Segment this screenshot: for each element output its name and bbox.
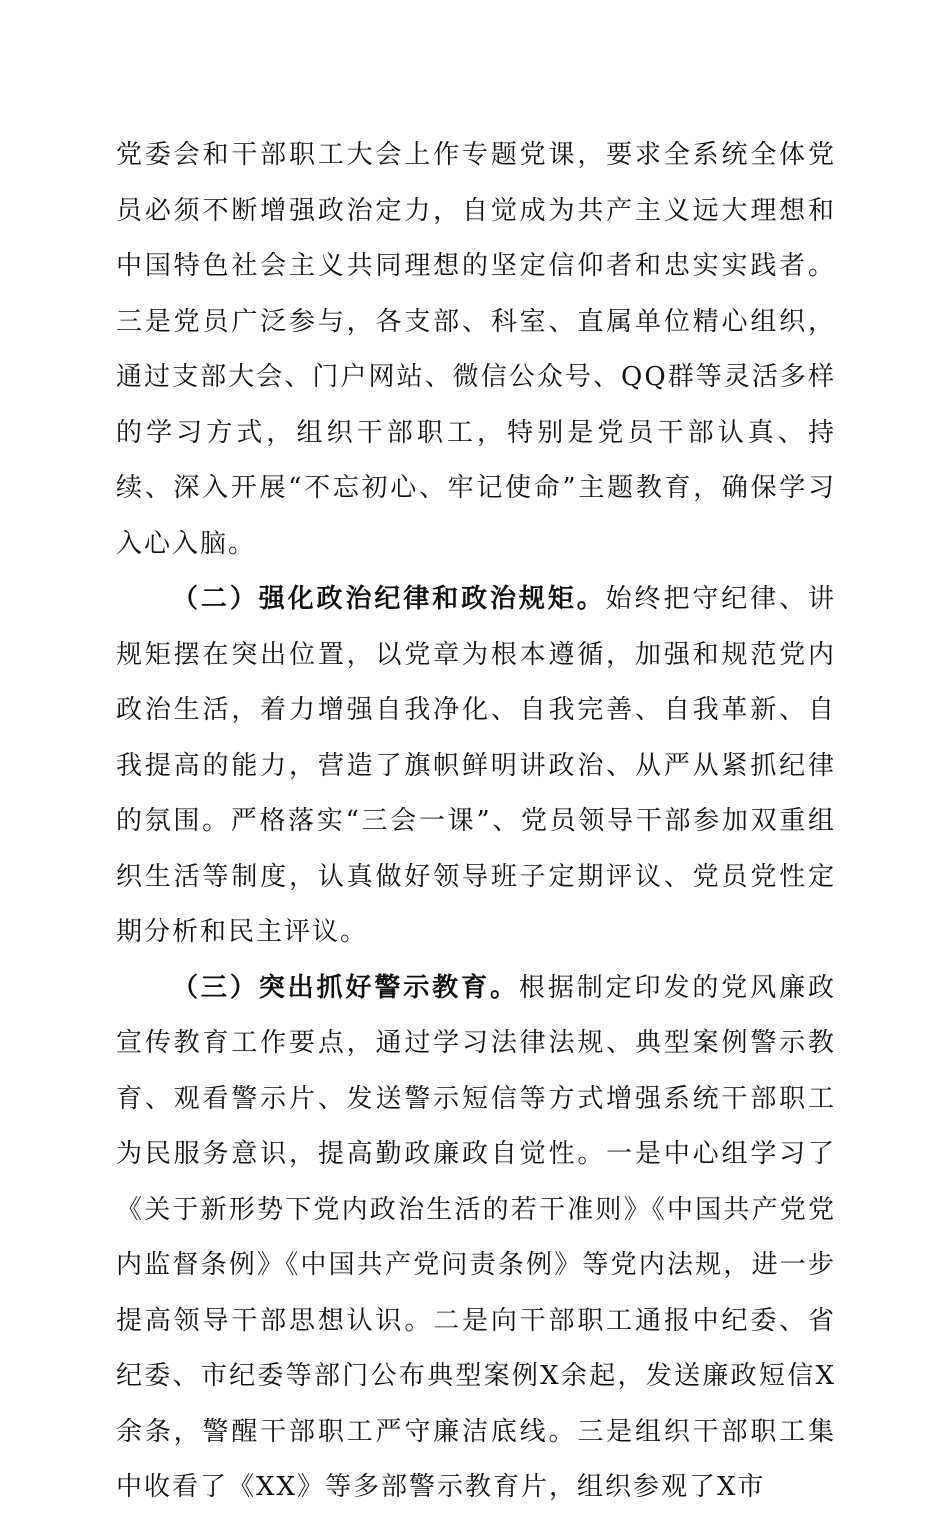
section-heading: （三）突出抓好警示教育。 <box>172 972 519 1003</box>
paragraph-warning-education <box>116 961 836 1516</box>
paragraph-political-discipline <box>116 572 836 961</box>
document-body <box>116 128 836 1516</box>
paragraph-body: 根据制定印发的党风廉政宣传教育工作要点，通过学习法律法规、典型案例警示教育、观看警示片、发送警示短信等方式增强系统干部职工为民服务意识，提高勤政廉政自觉性。一是中心组学习了《关于新形势下党内政治生活的若干准则》《中国共产党党内监督条例》《中国共产党问责条例》等党内法规，进一步提高领导干部思想认识。二是向干部职工通报中纪委、省纪委、市纪委等部门公布典型案例X余起，发送廉政短信X余条，警醒干部职工严守廉洁底线。三是组织干部职工集中收看了《XX》等多部警示教育片，组织参观了X市 <box>116 972 836 1502</box>
section-heading: （二）强化政治纪律和政治规矩。 <box>172 584 606 614</box>
paragraph-body: 党委会和干部职工大会上作专题党课，要求全系统全体党员必须不断增强政治定力，自觉成为共产主义远大理想和中国特色社会主义共同理想的坚定信仰者和忠实实践者。三是党员广泛参与，各支部、科室、直属单位精心组织，通过支部大会、门户网站、微信公众号、QQ群等灵活多样的学习方式，组织干部职工，特别是党员干部认真、持续、深入开展“不忘初心、牢记使命”主题教育，确保学习入心入脑。 <box>116 140 836 559</box>
paragraph-body: 始终把守纪律、讲规矩摆在突出位置，以党章为根本遵循，加强和规范党内政治生活，着力增强自我净化、自我完善、自我革新、自我提高的能力，营造了旗帜鲜明讲政治、从严从紧抓纪律的氛围。严格落实“三会一课”、党员领导干部参加双重组织生活等制度，认真做好领导班子定期评议、党员党性定期分析和民主评议。 <box>116 584 836 947</box>
paragraph-continued <box>116 128 836 572</box>
